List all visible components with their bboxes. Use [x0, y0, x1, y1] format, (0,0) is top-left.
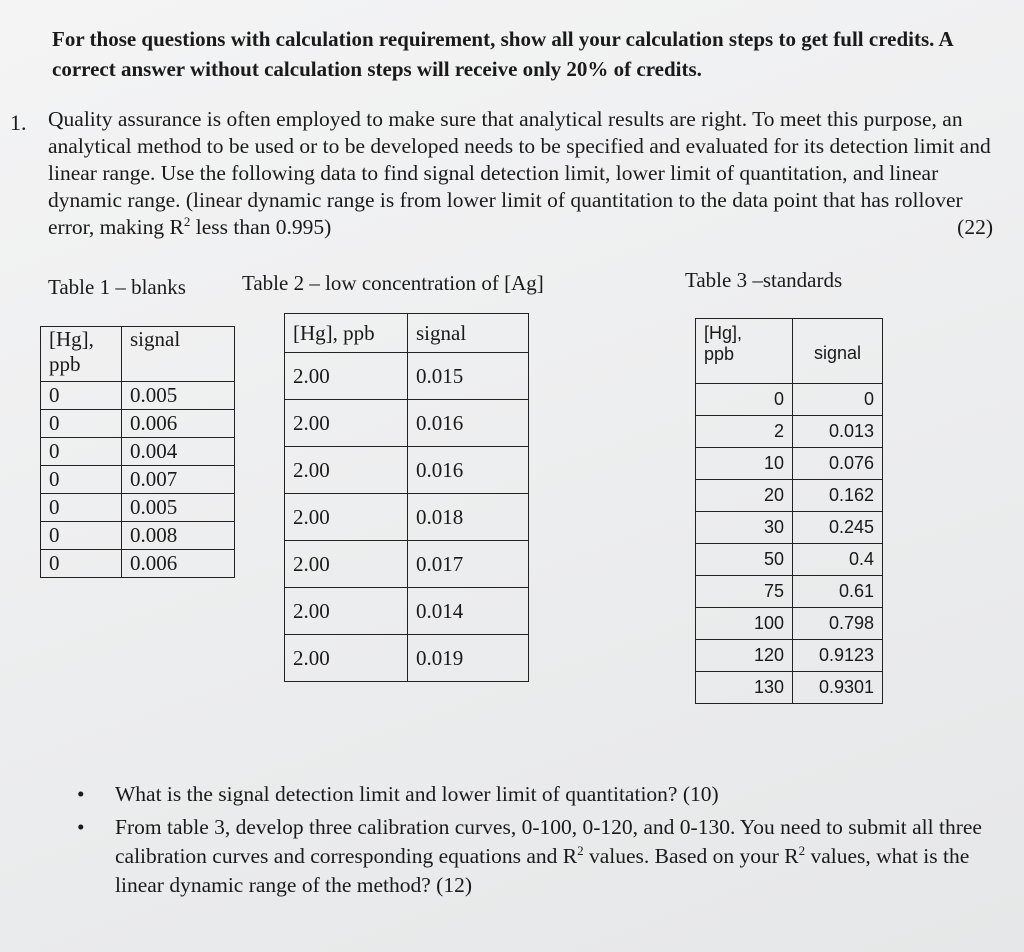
signal-cell: 0.016 — [408, 400, 529, 447]
signal-cell: 0.006 — [122, 410, 235, 438]
hg-cell: 10 — [696, 448, 793, 480]
question-number: 1. — [10, 110, 27, 135]
subquestion-2-part-c: values, what is the linear dynamic range of the method? (12) — [115, 844, 970, 897]
signal-cell: 0.005 — [122, 494, 235, 522]
table-row — [696, 512, 883, 544]
hg-cell: 2.00 — [285, 588, 408, 635]
table-row — [41, 522, 235, 550]
hg-cell: 0 — [41, 438, 122, 466]
hg-cell: 2.00 — [285, 400, 408, 447]
r-squared-superscript: 2 — [577, 842, 584, 858]
hg-cell: 2.00 — [285, 494, 408, 541]
subquestion-list — [75, 780, 1020, 904]
signal-cell: 0.4 — [793, 544, 883, 576]
standards-table — [695, 318, 883, 704]
table-row — [285, 353, 529, 400]
table-row — [41, 438, 235, 466]
hg-cell: 75 — [696, 576, 793, 608]
list-item — [75, 813, 1020, 900]
table-row — [696, 576, 883, 608]
hg-cell: 130 — [696, 672, 793, 704]
signal-cell: 0.007 — [122, 466, 235, 494]
table-row — [285, 447, 529, 494]
blanks-table — [40, 326, 235, 578]
table-row — [285, 588, 529, 635]
table2-col-hg: [Hg], ppb — [285, 314, 408, 353]
signal-cell: 0.004 — [122, 438, 235, 466]
question-text — [48, 106, 993, 241]
table-row — [696, 672, 883, 704]
hg-cell: 20 — [696, 480, 793, 512]
signal-cell: 0.013 — [793, 416, 883, 448]
hg-cell: 2.00 — [285, 353, 408, 400]
hg-cell: 120 — [696, 640, 793, 672]
list-item — [75, 780, 1020, 809]
signal-cell: 0.014 — [408, 588, 529, 635]
table-row — [696, 384, 883, 416]
table-row — [696, 448, 883, 480]
signal-cell: 0.015 — [408, 353, 529, 400]
signal-cell: 0.017 — [408, 541, 529, 588]
signal-cell: 0.006 — [122, 550, 235, 578]
table-row — [41, 550, 235, 578]
bullet-icon: • — [77, 815, 85, 839]
bullet-icon: • — [77, 782, 85, 806]
question-body: Quality assurance is often employed to make sure that analytical results are right. To meet this purpose, an analytical method to be used or to be developed needs to be specified and evaluated for its detection limit and linear range. Use the following data to find signal detection limit, lower limit of quantitation, and linear dynamic range. (linear dynamic range is from lower limit of quantitation to the data point that has rollover error, making R — [48, 107, 991, 239]
low-concentration-table — [284, 313, 529, 682]
hg-cell: 2 — [696, 416, 793, 448]
hg-cell: 0 — [41, 522, 122, 550]
table-row — [696, 544, 883, 576]
table-row — [285, 400, 529, 447]
signal-cell: 0.016 — [408, 447, 529, 494]
table3-caption: Table 3 –standards — [685, 268, 843, 292]
hg-cell: 0 — [41, 382, 122, 410]
signal-cell: 0.245 — [793, 512, 883, 544]
table2-col-signal: signal — [408, 314, 529, 353]
hg-cell: 2.00 — [285, 447, 408, 494]
hg-cell: 2.00 — [285, 541, 408, 588]
hg-cell: 0 — [41, 466, 122, 494]
subquestion-2-part-b: values. Based on your R — [583, 844, 799, 868]
signal-cell: 0.9301 — [793, 672, 883, 704]
hg-cell: 0 — [41, 550, 122, 578]
table-row — [41, 382, 235, 410]
signal-cell: 0.019 — [408, 635, 529, 682]
table3-col-hg-line1: [Hg], — [704, 323, 743, 343]
table1-col-hg: [Hg], ppb — [41, 327, 122, 382]
signal-cell: 0.61 — [793, 576, 883, 608]
table3-col-hg — [696, 319, 793, 384]
r-squared-superscript: 2 — [183, 213, 191, 229]
table1-col-signal: signal — [122, 327, 235, 382]
hg-cell: 100 — [696, 608, 793, 640]
table3-col-signal: signal — [793, 319, 883, 384]
signal-cell: 0.9123 — [793, 640, 883, 672]
hg-cell: 0 — [41, 410, 122, 438]
instructions-header: For those questions with calculation requirement, show all your calculation steps to get full credits. A correct answer without calculation steps will receive only 20% of credits. — [52, 27, 953, 81]
question-points: (22) — [957, 215, 993, 239]
table-row — [696, 416, 883, 448]
signal-cell: 0.018 — [408, 494, 529, 541]
table-row — [285, 494, 529, 541]
signal-cell: 0.162 — [793, 480, 883, 512]
table3-col-hg-line2: ppb — [704, 344, 735, 364]
table-row — [41, 410, 235, 438]
subquestion-2-part-a: From table 3, develop three calibration curves, 0-100, 0-120, and 0-130. You need to submit all three calibration curves and corresponding equations and R — [115, 815, 982, 868]
hg-cell: 0 — [696, 384, 793, 416]
signal-cell: 0.008 — [122, 522, 235, 550]
question-body-end: less than 0.995) — [190, 215, 332, 239]
table-row — [41, 466, 235, 494]
hg-cell: 0 — [41, 494, 122, 522]
signal-cell: 0.076 — [793, 448, 883, 480]
table-row — [285, 541, 529, 588]
hg-cell: 30 — [696, 512, 793, 544]
table1-caption: Table 1 – blanks — [48, 275, 186, 299]
table-row — [41, 494, 235, 522]
table-row — [696, 608, 883, 640]
table2-caption: Table 2 – low concentration of [Ag] — [242, 271, 544, 295]
hg-cell: 50 — [696, 544, 793, 576]
r-squared-superscript: 2 — [798, 842, 806, 858]
subquestion-1: What is the signal detection limit and lower limit of quantitation? (10) — [115, 782, 719, 806]
table-row — [696, 480, 883, 512]
hg-cell: 2.00 — [285, 635, 408, 682]
table-row — [696, 640, 883, 672]
signal-cell: 0.798 — [793, 608, 883, 640]
signal-cell: 0.005 — [122, 382, 235, 410]
table-row — [285, 635, 529, 682]
signal-cell: 0 — [793, 384, 883, 416]
